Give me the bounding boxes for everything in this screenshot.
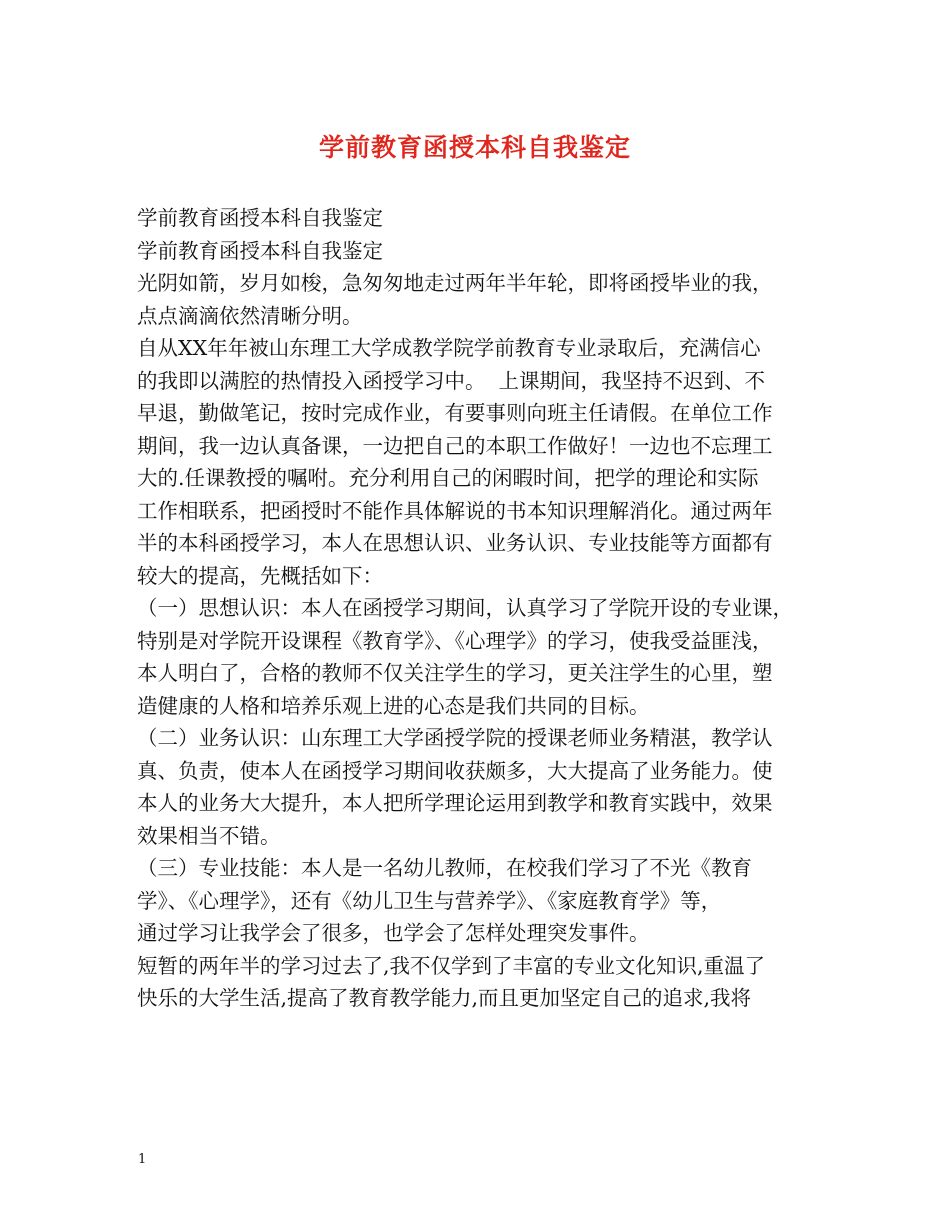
- body-line: 点点滴滴依然清晰分明。: [137, 303, 363, 328]
- body-line: 效果相当不错。: [137, 823, 281, 848]
- body-line: 真、负责，使本人在函授学习期间收获颇多，大大提高了业务能力。使: [137, 758, 773, 783]
- body-line: 学》、《心理学》，还有《幼儿卫生与营养学》、《家庭教育学》等，: [137, 888, 722, 913]
- body-line: 的我即以满腔的热情投入函授学习中。 上课期间，我坚持不迟到、不: [137, 368, 766, 393]
- body-line: （一）思想认识：本人在函授学习期间，认真学习了学院开设的专业课，: [137, 596, 793, 620]
- body-line: 通过学习让我学会了很多，也学会了怎样处理突发事件。: [137, 921, 650, 945]
- body-line: 工作相联系，把函授时不能作具体解说的书本知识理解消化。通过两年: [137, 498, 773, 523]
- body-line: （二）业务认识：山东理工大学函授学院的授课老师业务精湛，教学认: [137, 726, 773, 750]
- body-line: 大的.任课教授的嘱咐。充分利用自己的闲暇时间，把学的理论和实际: [137, 466, 759, 490]
- body-line: 自从XX年年被山东理工大学成教学院学前教育专业录取后，充满信心: [137, 336, 761, 360]
- body-line: 半的本科函授学习，本人在思想认识、业务认识、专业技能等方面都有: [137, 531, 773, 555]
- body-line: 特别是对学院开设课程《教育学》、《心理学》的学习，使我受益匪浅，: [137, 628, 773, 653]
- body-line: 光阴如箭，岁月如梭，急匆匆地走过两年半年轮，即将函授毕业的我，: [137, 271, 773, 295]
- body-line: 较大的提高，先概括如下：: [137, 563, 383, 588]
- body-line: 快乐的大学生活,提高了教育教学能力,而且更加坚定自己的追求,我将: [137, 986, 752, 1010]
- body-line: 本人的业务大大提升，本人把所学理论运用到教学和教育实践中，效果: [137, 791, 773, 815]
- body-line: 学前教育函授本科自我鉴定: [137, 238, 383, 263]
- body-line: 早退，勤做笔记，按时完成作业，有要事则向班主任请假。在单位工作: [137, 401, 773, 425]
- body-line: 学前教育函授本科自我鉴定: [137, 206, 383, 230]
- body-line: 造健康的人格和培养乐观上进的心态是我们共同的目标。: [137, 693, 650, 718]
- body-line: 短暂的两年半的学习过去了,我不仅学到了丰富的专业文化知识,重温了: [137, 953, 766, 978]
- document-body: [137, 202, 827, 1015]
- body-line: （三）专业技能：本人是一名幼儿教师，在校我们学习了不光《教育: [137, 856, 752, 880]
- document-title: 学前教育函授本科自我鉴定: [318, 133, 631, 162]
- body-line: 本人明白了，合格的教师不仅关注学生的学习，更关注学生的心里，塑: [137, 661, 773, 685]
- page-number: 1: [138, 1152, 147, 1167]
- body-line: 期间，我一边认真备课，一边把自己的本职工作做好！一边也不忘理工: [137, 433, 773, 458]
